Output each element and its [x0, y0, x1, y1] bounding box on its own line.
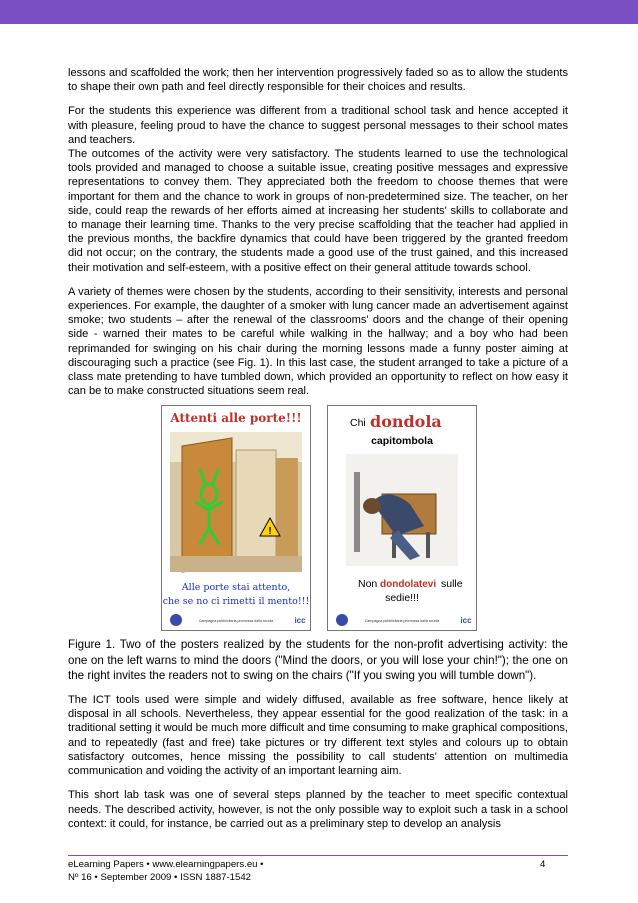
poster-chair-title-b: dondola	[370, 412, 442, 432]
poster-chair-subtitle: capitombola	[371, 435, 433, 448]
header-bar	[0, 0, 638, 24]
poster-chair-title-a: Chi	[350, 417, 366, 430]
poster-chair-footer: Campagna pubblicitaria promossa dalla scuola	[364, 619, 440, 624]
poster-doors-title: Attenti alle porte!!!	[170, 411, 302, 426]
figure-1	[68, 405, 568, 631]
school-logo-icon	[336, 614, 348, 626]
figure-caption: Figure 1. Two of the posters realized by the students for the non-profit advertising activity: the one on the left warns to mind the doors ("Mind the doors, or you will lose your chin!"); the one on the right invites the readers not to swing on the chairs ("If you swing you will tumble down").	[68, 638, 568, 682]
paragraph: The outcomes of the activity were very satisfactory. The students learned to use the technological tools provided and managed to choose a suitable issue, creating positive messages and expressive representations to convey them. They appreciated both the freedom to choose themes that were important for them and the chance to work in groups of non-predetermined size. The teacher, on her side, could reap the rewards of her efforts aimed at increasing her students' skills to collaborate and to manage their learning time. Thanks to the very precise scaffolding that the teacher had applied in the previous months, the backfire dynamics that could have been triggered by the granted freedom did not occur; on the contrary, the students made a good use of the trust gained, and this increased their motivation and self-esteem, with a positive effect on their general attitude towards school.	[68, 148, 568, 274]
school-logo-icon	[170, 614, 182, 626]
poster-chair-line2: sedie!!!	[385, 592, 419, 605]
poster-doors-line2: che se no ci rimetti il mento!!!	[162, 596, 310, 608]
poster-chair-image	[328, 406, 476, 630]
paragraph: A variety of themes were chosen by the students, according to their sensitivity, interests and personal experiences. For example, the daughter of a smoker with lung cancer made an advertisement against smoke; two students – after the renewal of the classrooms' doors and the change of their opening side - warned their mates to be careful while walking in the hallway; and a boy who had been reprimanded for swinging on his chair during the morning lessons made a funny poster aiming at discouraging such a practice (see Fig. 1). In this last case, the student arranged to take a picture of a class mate pretending to have tumbled down, which provided an opportunity to reflect on how easy it can be to make constructed situations seem real.	[68, 285, 568, 398]
svg-text:!: !	[268, 526, 272, 538]
page-footer	[68, 859, 264, 884]
poster-doors	[161, 405, 311, 631]
poster-chair-line1-c: sulle	[441, 578, 463, 591]
poster-doors-footer: Campagna pubblicitaria promossa dalla scuola	[198, 619, 274, 624]
article-body	[68, 66, 568, 831]
paragraph: The ICT tools used were simple and widely diffused, available as free software, hence likely at disposal in all schools. Nevertheless, they appear essential for the good realization of the task: in a traditional setting it would be much more difficult and time consuming to make graphical compositions, and to repeatedly (fast and free) take pictures or try different text styles and colours up to obtain satisfactory outcomes, hence missing the possibility to call students' attention on multimedia communication and voiding the activity of an important learning aim.	[68, 694, 568, 778]
footer-journal: eLearning Papers • www.elearningpapers.eu •	[68, 859, 264, 870]
page-number: 4	[540, 859, 546, 870]
paragraph: lessons and scaffolded the work; then her intervention progressively faded so as to allow the students to shape their own path and feel directly responsible for their choices and results.	[68, 67, 568, 94]
footer-divider	[68, 855, 568, 856]
paragraph: For the students this experience was different from a traditional school task and hence accepted it with pleasure, feeling proud to have the chance to suggest personal messages to their school mates and teachers.	[68, 105, 568, 146]
paragraph: This short lab task was one of several steps planned by the teacher to meet specific contextual needs. The described activity, however, is not the only possible way to exploit such a task in a school context: it could, for instance, be carried out as a preliminary step to develop an analysis	[68, 789, 568, 830]
poster-doors-logo: icc	[294, 616, 306, 626]
poster-doors-image	[162, 406, 310, 630]
poster-chair-line1-b: dondolatevi	[380, 579, 437, 591]
poster-doors-line1: Alle porte stai attento,	[181, 582, 291, 594]
poster-chair	[327, 405, 477, 631]
poster-chair-line1-a: Non	[358, 578, 378, 591]
footer-issue: Nº 16 • September 2009 • ISSN 1887-1542	[68, 871, 252, 883]
poster-chair-logo: icc	[460, 616, 472, 626]
